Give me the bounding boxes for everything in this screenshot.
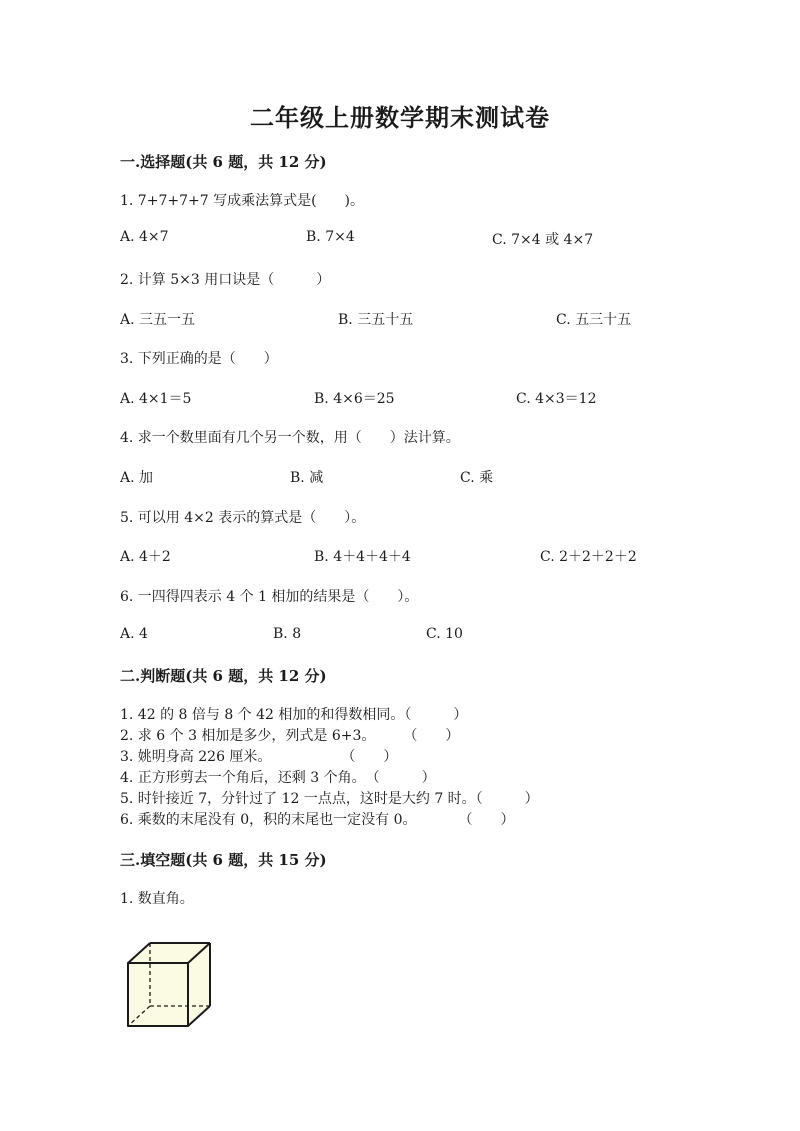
question-3-option-c: C. 4×3＝12 [516, 391, 597, 407]
question-2-option-c: C. 五三十五 [556, 312, 632, 328]
section-heading-choice: 一.选择题(共 6 题，共 12 分) [120, 153, 327, 171]
question-6-option-a: A. 4 [120, 626, 148, 642]
cube-figure [122, 940, 214, 1030]
question-4-option-a: A. 加 [120, 470, 154, 486]
question-4-option-c: C. 乘 [460, 470, 494, 486]
question-5-option-b: B. 4＋4＋4＋4 [314, 549, 411, 565]
question-1-option-a: A. 4×7 [120, 229, 169, 245]
question-1: 1. 7+7+7+7 写成乘法算式是( )。 [120, 193, 365, 209]
section-heading-true-false: 二.判断题(共 6 题，共 12 分) [120, 667, 327, 685]
true-false-item-5: 5. 时针接近 7，分针过了 12 一点点，这时是大约 7 时。（ ） [120, 791, 539, 807]
section-heading-fill-blank: 三.填空题(共 6 题，共 15 分) [120, 851, 327, 869]
question-4: 4. 求一个数里面有几个另一个数，用（ ）法计算。 [120, 430, 460, 446]
question-5-option-a: A. 4＋2 [120, 549, 171, 565]
page-title: 二年级上册数学期末测试卷 [250, 103, 550, 132]
question-1-option-b: B. 7×4 [306, 229, 355, 245]
question-6: 6. 一四得四表示 4 个 1 相加的结果是（ ）。 [120, 589, 419, 605]
question-3-option-b: B. 4×6＝25 [314, 391, 395, 407]
question-3-option-a: A. 4×1＝5 [120, 391, 192, 407]
question-5-option-c: C. 2＋2＋2＋2 [540, 549, 637, 565]
true-false-item-4: 4. 正方形剪去一个角后，还剩 3 个角。 （ ） [120, 770, 436, 786]
question-6-option-c: C. 10 [426, 626, 463, 642]
fill-blank-item-1: 1. 数直角。 [120, 891, 194, 907]
question-1-option-c: C. 7×4 或 4×7 [492, 232, 594, 248]
question-2-option-a: A. 三五一五 [120, 312, 196, 328]
true-false-item-3: 3. 姚明身高 226 厘米。 （ ） [120, 749, 398, 765]
question-3: 3. 下列正确的是（ ） [120, 351, 278, 367]
true-false-item-2: 2. 求 6 个 3 相加是多少，列式是 6+3。 （ ） [120, 728, 460, 744]
question-2-option-b: B. 三五十五 [338, 312, 414, 328]
true-false-item-6: 6. 乘数的末尾没有 0，积的末尾也一定没有 0。 （ ） [120, 812, 515, 828]
question-6-option-b: B. 8 [273, 626, 302, 642]
question-4-option-b: B. 减 [290, 470, 324, 486]
question-5: 5. 可以用 4×2 表示的算式是（ ）。 [120, 510, 366, 526]
true-false-item-1: 1. 42 的 8 倍与 8 个 42 相加的和得数相同。（ ） [120, 707, 468, 723]
question-2: 2. 计算 5×3 用口诀是（ ） [120, 272, 331, 288]
